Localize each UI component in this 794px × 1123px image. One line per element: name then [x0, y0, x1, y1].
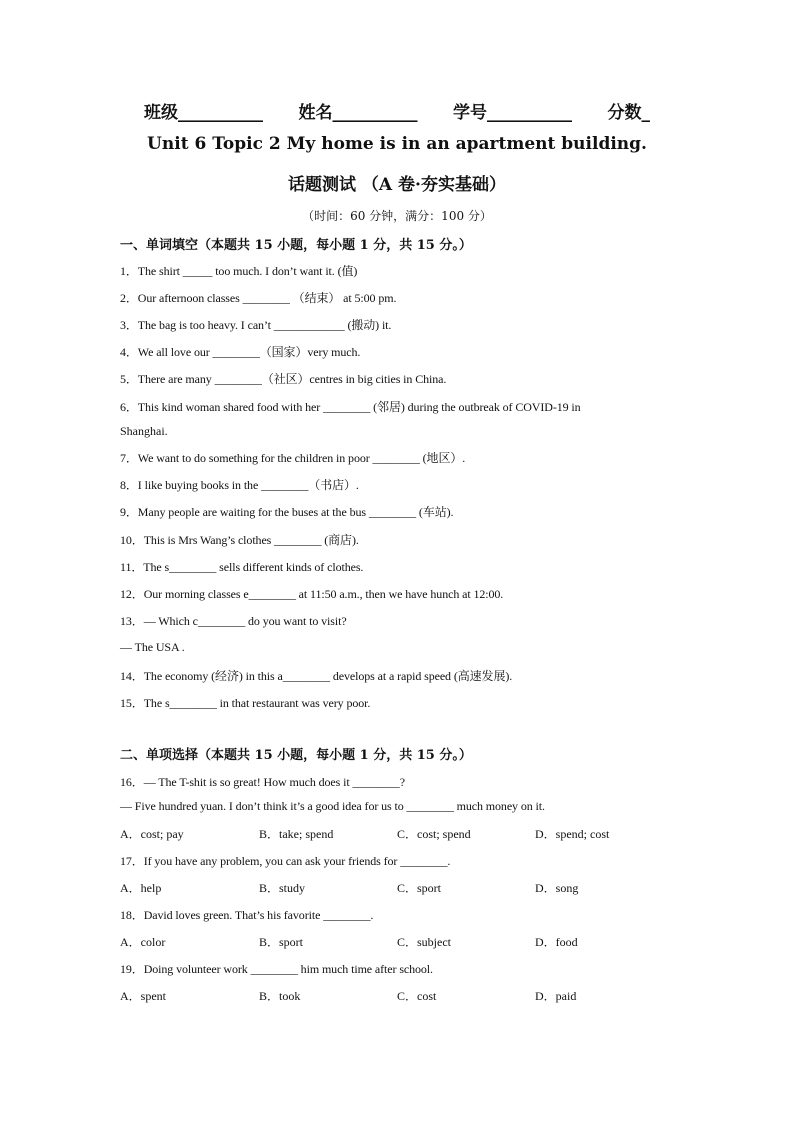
option-b[interactable]: B．study — [259, 881, 306, 895]
question-11: 11．The s________ sells different kinds of clothes. — [120, 560, 364, 574]
option-c[interactable]: C．subject — [397, 935, 451, 949]
option-b[interactable]: B．took — [259, 989, 301, 1003]
question-7: 7．We want to do something for the children in poor ________ (地区）. — [120, 451, 466, 465]
option-b[interactable]: B．sport — [259, 935, 304, 949]
question-17-stem: 17．If you have any problem, you can ask your friends for ________. — [120, 854, 451, 868]
question-4: 4．We all love our ________（国家）very much. — [120, 345, 361, 359]
question-13-answer: — The USA . — [120, 640, 185, 654]
section2-heading: 二、单项选择（本题共 15 小题，每小题 1 分，共 15 分。） — [120, 748, 472, 763]
question-13: 13．— Which c________ do you want to visit? — [120, 614, 347, 628]
question-8: 8．I like buying books in the ________（书店）. — [120, 478, 359, 492]
student-info-header: 班级__________ 姓名__________ 学号__________ 分数_ — [143, 103, 651, 123]
section1-heading: 一、单词填空（本题共 15 小题，每小题 1 分，共 15 分。） — [120, 238, 472, 253]
time-info: （时间：60 分钟，满分：100 分） — [302, 209, 492, 223]
option-c[interactable]: C．cost; spend — [397, 827, 471, 841]
option-a[interactable]: A．help — [120, 881, 162, 895]
question-5: 5．There are many ________（社区）centres in big cities in China. — [120, 372, 447, 386]
option-d[interactable]: D．spend; cost — [535, 827, 610, 841]
option-d[interactable]: D．song — [535, 881, 579, 895]
option-a[interactable]: A．spent — [120, 989, 166, 1003]
option-d[interactable]: D．paid — [535, 989, 577, 1003]
question-19-stem: 19．Doing volunteer work ________ him much time after school. — [120, 962, 433, 976]
option-b[interactable]: B．take; spend — [259, 827, 334, 841]
question-1: 1．The shirt _____ too much. I don’t want it. (值) — [120, 264, 358, 278]
test-subtitle: 话题测试 （A 卷·夯实基础） — [288, 175, 506, 195]
option-a[interactable]: A．cost; pay — [120, 827, 184, 841]
option-d[interactable]: D．food — [535, 935, 578, 949]
question-6-continuation: Shanghai. — [120, 424, 168, 438]
unit-title: Unit 6 Topic 2 My home is in an apartment building. — [147, 134, 647, 154]
question-2: 2．Our afternoon classes ________ （结束） at 5:00 pm. — [120, 291, 397, 305]
question-14: 14．The economy (经济) in this a________ develops at a rapid speed (高速发展). — [120, 669, 513, 683]
option-a[interactable]: A．color — [120, 935, 166, 949]
question-15: 15．The s________ in that restaurant was very poor. — [120, 696, 371, 710]
question-6: 6．This kind woman shared food with her ________ (邻居) during the outbreak of COVID-19 in — [120, 400, 581, 414]
option-c[interactable]: C．cost — [397, 989, 437, 1003]
question-9: 9．Many people are waiting for the buses at the bus ________ (车站). — [120, 505, 454, 519]
question-16-stem2: — Five hundred yuan. I don’t think it’s a good idea for us to ________ much money on it. — [120, 799, 545, 813]
question-12: 12．Our morning classes e________ at 11:50 a.m., then we have hunch at 12:00. — [120, 587, 504, 601]
option-c[interactable]: C．sport — [397, 881, 442, 895]
question-10: 10．This is Mrs Wang’s clothes ________ (商店). — [120, 533, 359, 547]
question-3: 3．The bag is too heavy. I can’t ____________ (搬动) it. — [120, 318, 392, 332]
question-18-stem: 18．David loves green. That’s his favorite ________. — [120, 908, 374, 922]
question-16-stem: 16．— The T-shit is so great! How much does it ________? — [120, 775, 405, 789]
